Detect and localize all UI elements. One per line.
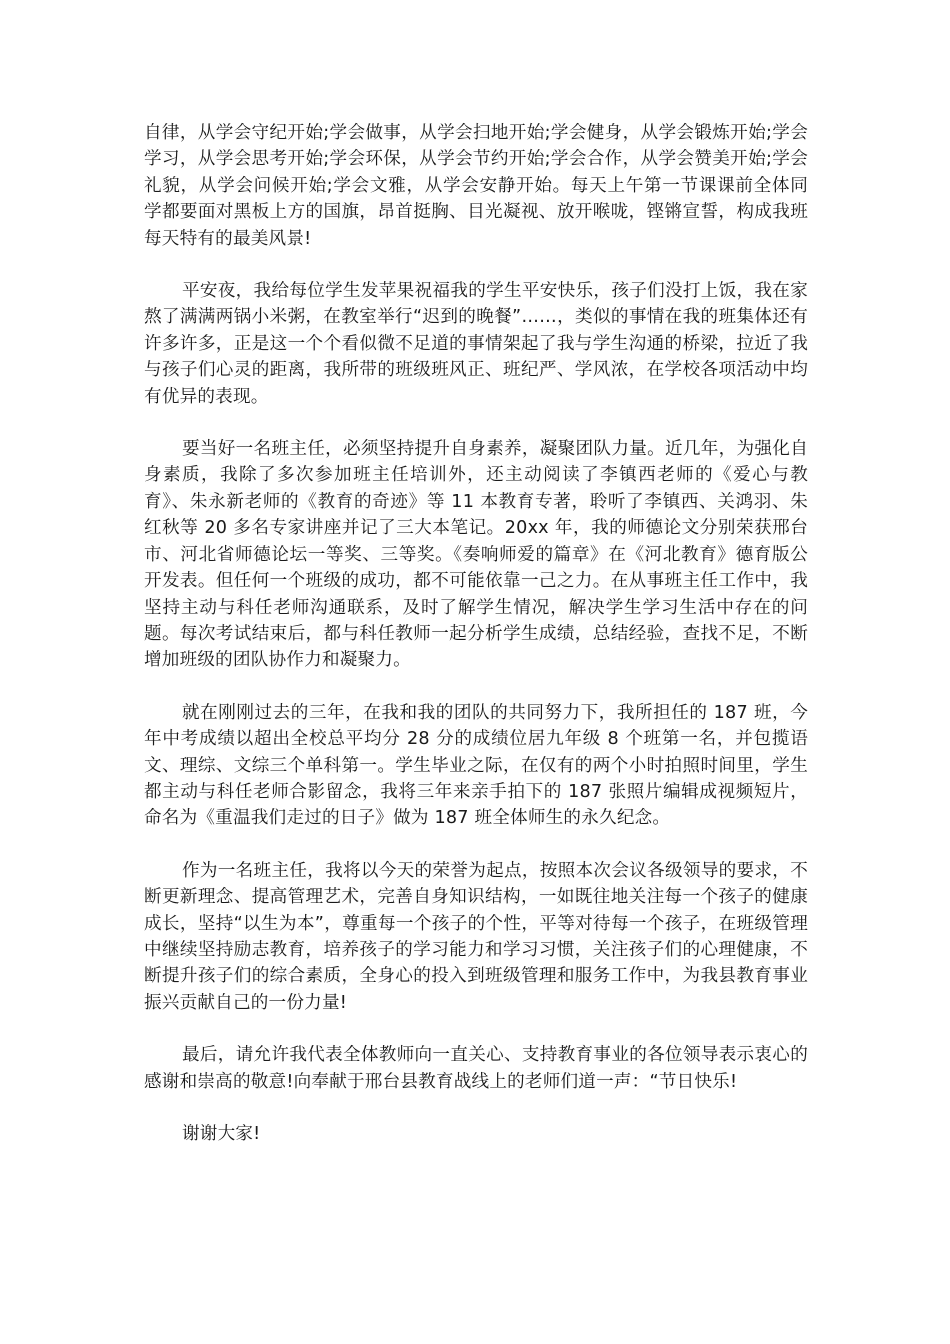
- paragraph-self-improvement: 要当好一名班主任，必须坚持提升自身素养，凝聚团队力量。近几年，为强化自身素质，我除了多次参加班主任培训外，还主动阅读了李镇西老师的《爱心与教育》、朱永新老师的《教育的奇迹》等 11 本教育专著，聆听了李镇西、关鸿羽、朱红秋等 20 多名专家讲座并记了三大本笔记。20xx 年，我的师德论文分别荣获邢台市、河北省师德论坛一等奖、三等奖。《奏响师爱的篇章》在《河北教育》德育版公开发表。但任何一个班级的成功，都不可能依靠一己之力。在从事班主任工作中，我坚持主动与科任老师沟通联系，及时了解学生情况，解决学生学习生活中存在的问题。每次考试结束后，都与科任教师一起分析学生成绩，总结经验，查找不足，不断增加班级的团队协作力和凝聚力。: [144, 439, 808, 671]
- paragraph-closing-thanks: 最后，请允许我代表全体教师向一直关心、支持教育事业的各位领导表示衷心的感谢和崇高的敬意!向奉献于邢台县教育战线上的老师们道一声：“节日快乐!: [144, 1045, 808, 1092]
- paragraph-self-discipline: 自律，从学会守纪开始;学会做事，从学会扫地开始;学会健身，从学会锻炼开始;学会学习，从学会思考开始;学会环保，从学会节约开始;学会合作，从学会赞美开始;学会礼貌，从学会问候开始;学会文雅，从学会安静开始。每天上午第一节课课前全体同学都要面对黑板上方的国旗，昂首挺胸、目光凝视、放开喉咙，铿锵宣誓，构成我班每天特有的最美风景!: [144, 123, 808, 249]
- document-body: [144, 120, 808, 1173]
- paragraph-three-years: 就在刚刚过去的三年，在我和我的团队的共同努力下，我所担任的 187 班，今年中考成绩以超出全校总平均分 28 分的成绩位居九年级 8 个班第一名，并包揽语文、理综、文综三个单科第一。学生毕业之际，在仅有的两个小时拍照时间里，学生都主动与科任老师合影留念，我将三年来亲手拍下的 187 张照片编辑成视频短片，命名为《重温我们走过的日子》做为 187 班全体师生的永久纪念。: [144, 702, 808, 829]
- paragraph-christmas-eve: 平安夜，我给每位学生发苹果祝福我的学生平安快乐，孩子们没打上饭，我在家熬了满满两锅小米粥，在教室举行“迟到的晚餐”……，类似的事情在我的班集体还有许多许多，正是这一个个看似微不足道的事情架起了我与学生沟通的桥梁，拉近了我与孩子们心灵的距离，我所带的班级班风正、班纪严、学风浓，在学校各项活动中均有优异的表现。: [144, 281, 808, 407]
- paragraph-future-commitment: 作为一名班主任，我将以今天的荣誉为起点，按照本次会议各级领导的要求，不断更新理念、提高管理艺术，完善自身知识结构，一如既往地关注每一个孩子的健康成长，坚持“以生为本”，尊重每一个孩子的个性，平等对待每一个孩子，在班级管理中继续坚持励志教育，培养孩子的学习能力和学习习惯，关注孩子们的心理健康，不断提升孩子们的综合素质，全身心的投入到班级管理和服务工作中，为我县教育事业振兴贡献自己的一份力量!: [144, 860, 808, 1013]
- paragraph-thank-you: 谢谢大家!: [182, 1124, 261, 1144]
